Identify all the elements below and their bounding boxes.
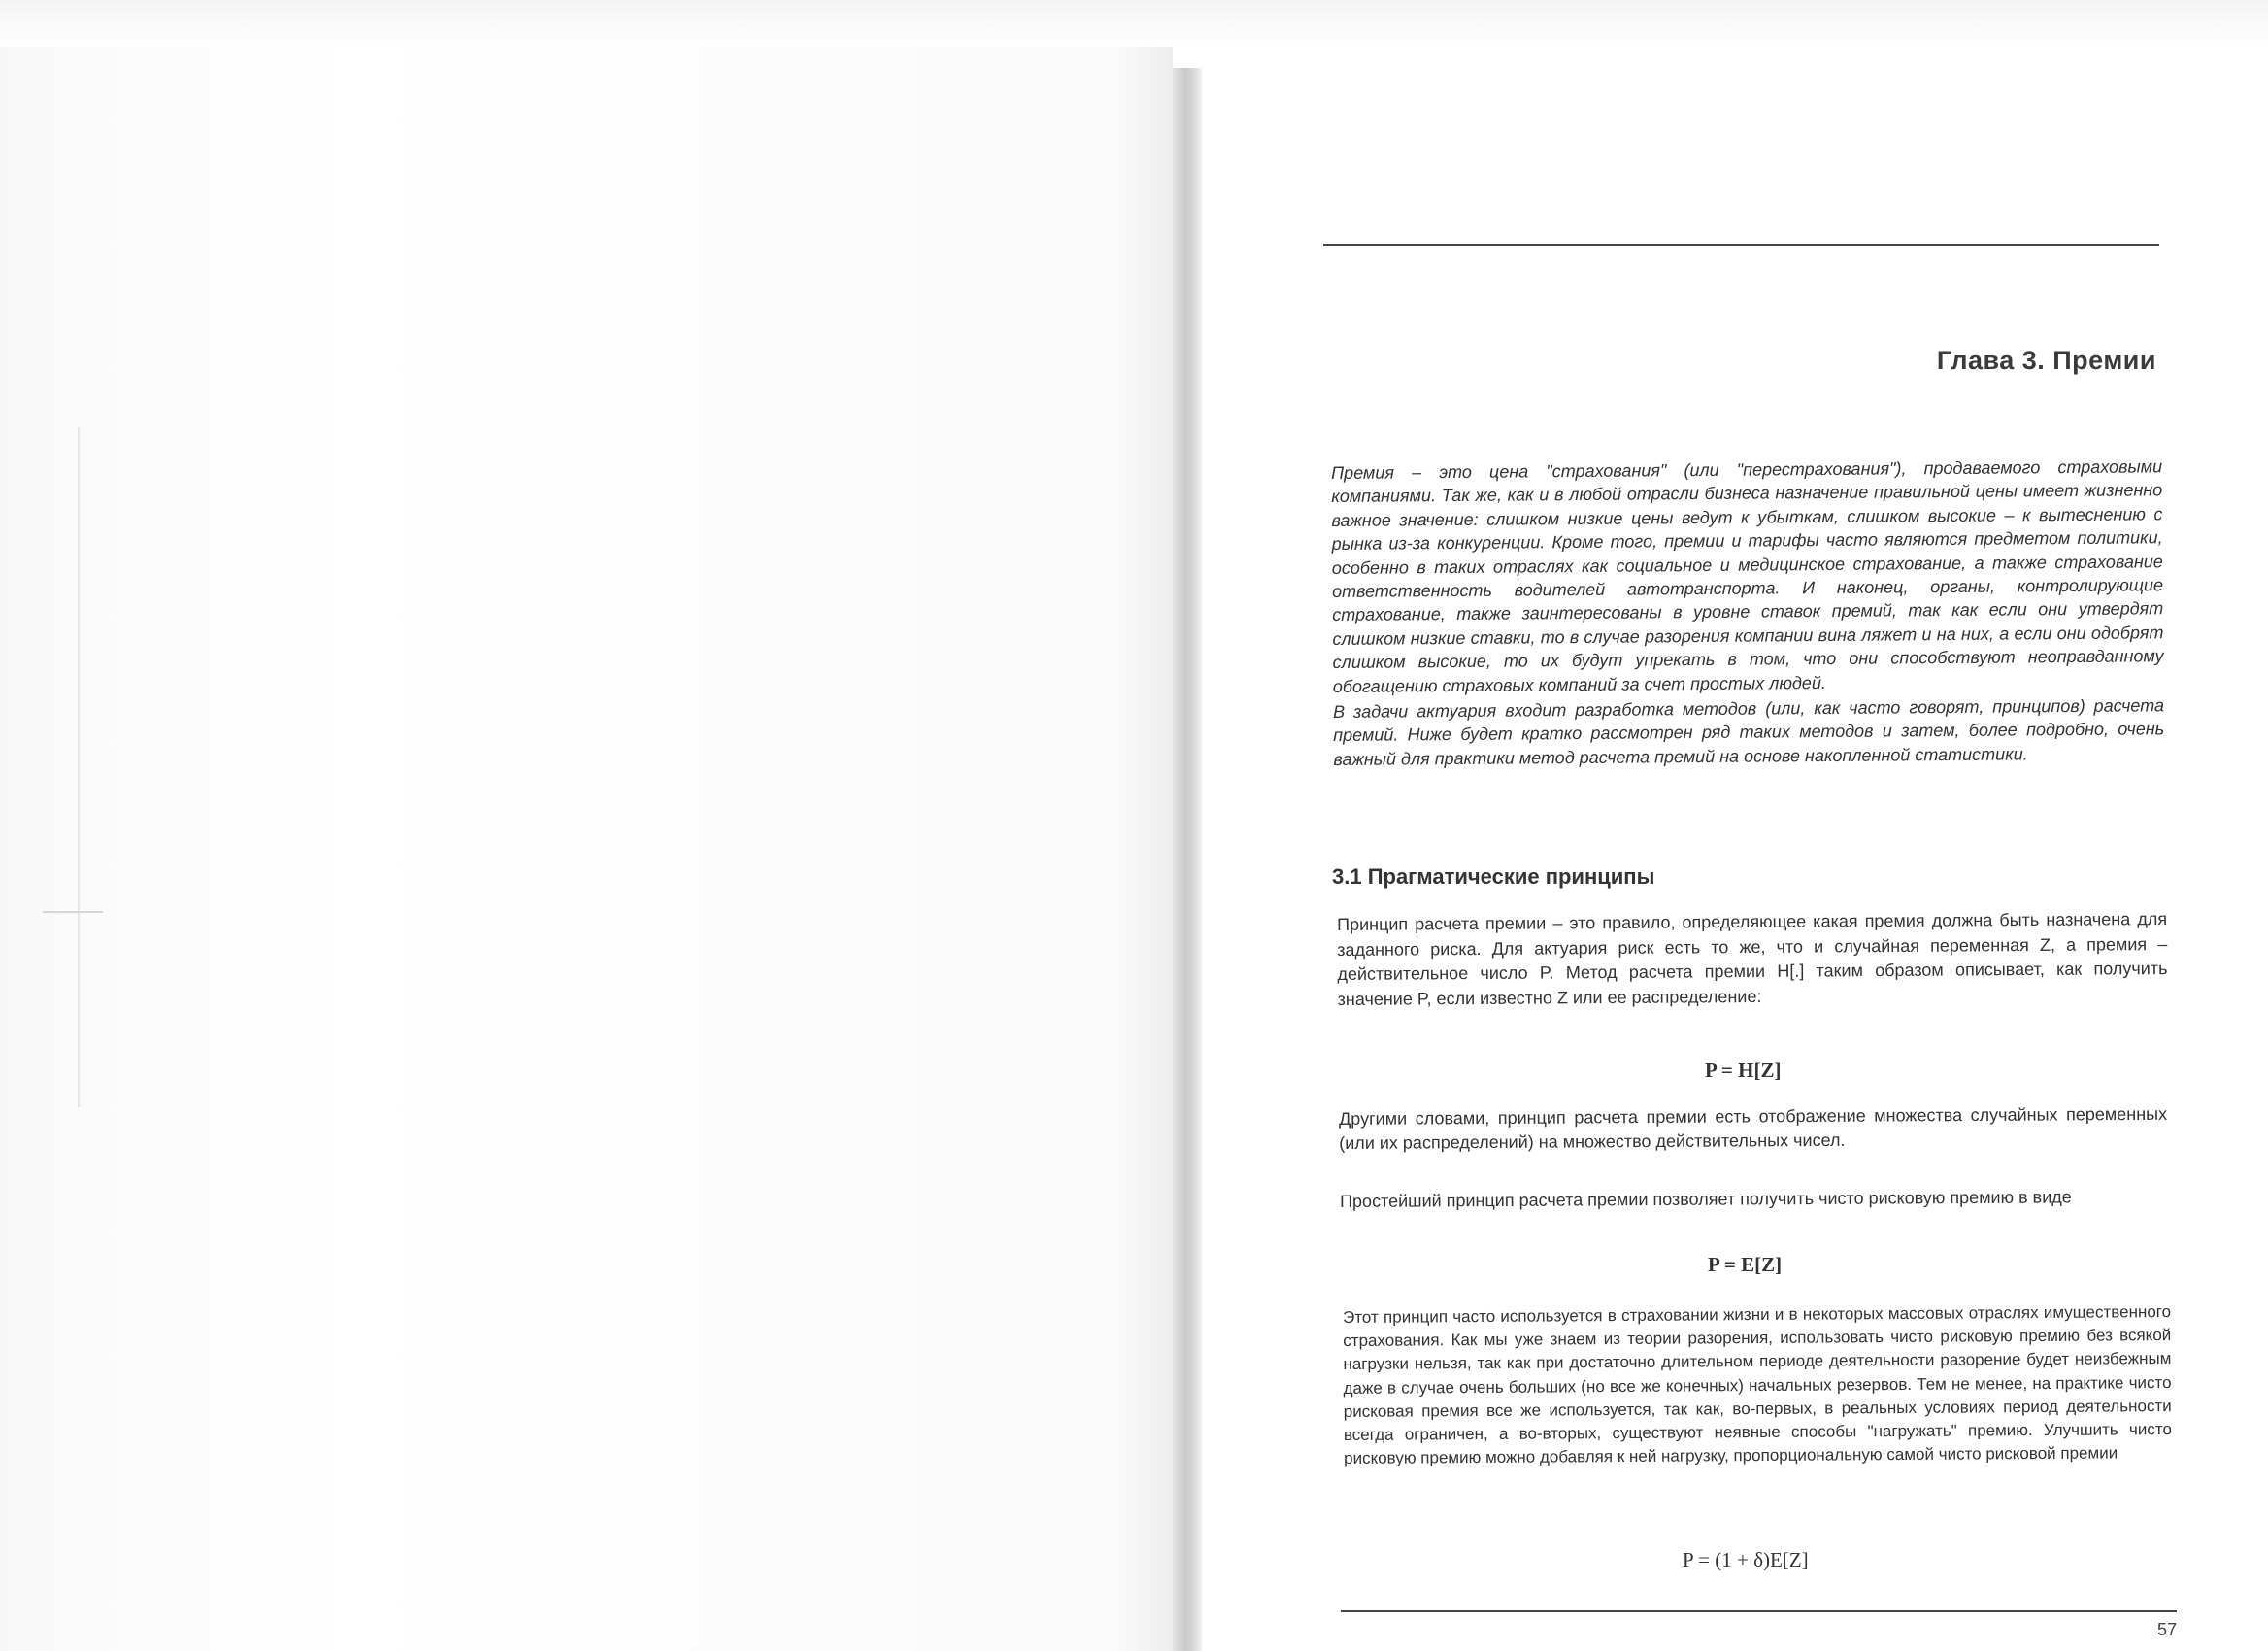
- formula-net-premium: P = E[Z]: [1708, 1253, 1783, 1276]
- left-page-blank: [0, 47, 1173, 1651]
- section-paragraph-1: Принцип расчета премии – это правило, определяющее какая премия должна быть назначена для заданного риска. Для актуария риск есть то же, что и случайная переменная Z, а премия – действительное число P. Метод расчета премии H[.] таким образом описывает, как получить значение P, если известно Z или ее распределение:: [1337, 909, 2168, 1009]
- book-gutter: [1173, 68, 1202, 1651]
- intro-paragraph-2: В задачи актуария входит разработка методов (или, как часто говорят, принципов) расчета премий. Ниже будет кратко рассмотрен ряд таких методов и затем, более подробно, очень важный для практики метод расчета премий на основе накопленной статистики.: [1332, 695, 2165, 769]
- intro-paragraph-1: Премия – это цена "страхования" (или "перестрахования"), продаваемого страховыми компаниями. Так же, как и в любой отрасли бизнеса назначение правильной цены имеет жизненно важное значение: слишком низкие цены ведут к убыткам, слишком высокие – к вытеснению с рынка из-за конкуренции. Кроме того, премии и тарифы часто являются предметом политики, особенно в таких отраслях как социальное и медицинское страхование, а также страхование ответственность водителей автотранспорта. И наконец, органы, контролирующие страхование, также заинтересованы в уровне ставок премий, так как если они утвердят слишком низкие ставки, то в случае разорения компании вина ляжет и на них, а если они одобрят слишком высокие, то их будут упрекать в том, что они способствуют неоправданному обогащению страховых компаний за счет простых людей.: [1331, 456, 2164, 696]
- section-paragraph-3: Простейший принцип расчета премии позволяет получить чисто рисковую премию в виде: [1340, 1187, 2072, 1211]
- section-paragraph-4: Этот принцип часто используется в страховании жизни и в некоторых массовых отраслях имущественного страхования. Как мы уже знаем из теории разорения, использовать чисто рисковую премию без всякой нагрузки нельзя, так как при достаточно длительном периоде деятельности разорение будет неизбежным даже в случае очень больших (но все же конечных) начальных резервов. Тем не менее, на практике чисто рисковая премия все же используется, так как, во-первых, в реальных условиях период деятельности всегда ограничен, а во-вторых, существуют неявные способы "нагружать" премию. Улучшить чисто рисковую премию можно добавляя к ней нагрузку, пропорциональную самой чисто рисковой премии: [1343, 1302, 2172, 1468]
- scan-top-shadow: [0, 0, 2268, 47]
- left-page-edge-tick: [43, 911, 103, 913]
- section-paragraph-2: Другими словами, принцип расчета премии есть отображение множества случайных переменных (или их распределений) на множество действительных чисел.: [1339, 1103, 2168, 1153]
- page-number: 57: [2156, 1620, 2177, 1639]
- chapter-intro: [1331, 455, 2164, 773]
- chapter-title: Глава 3. Премии: [1936, 346, 2156, 375]
- formula-loaded-premium: P = (1 + δ)E[Z]: [1683, 1548, 1809, 1571]
- header-rule: [1323, 244, 2159, 246]
- left-page-edge-mark: [78, 427, 80, 1107]
- section-title: 3.1 Прагматические принципы: [1332, 864, 1655, 889]
- formula-premium-principle: P = H[Z]: [1705, 1059, 1782, 1082]
- footer-rule: [1341, 1610, 2177, 1612]
